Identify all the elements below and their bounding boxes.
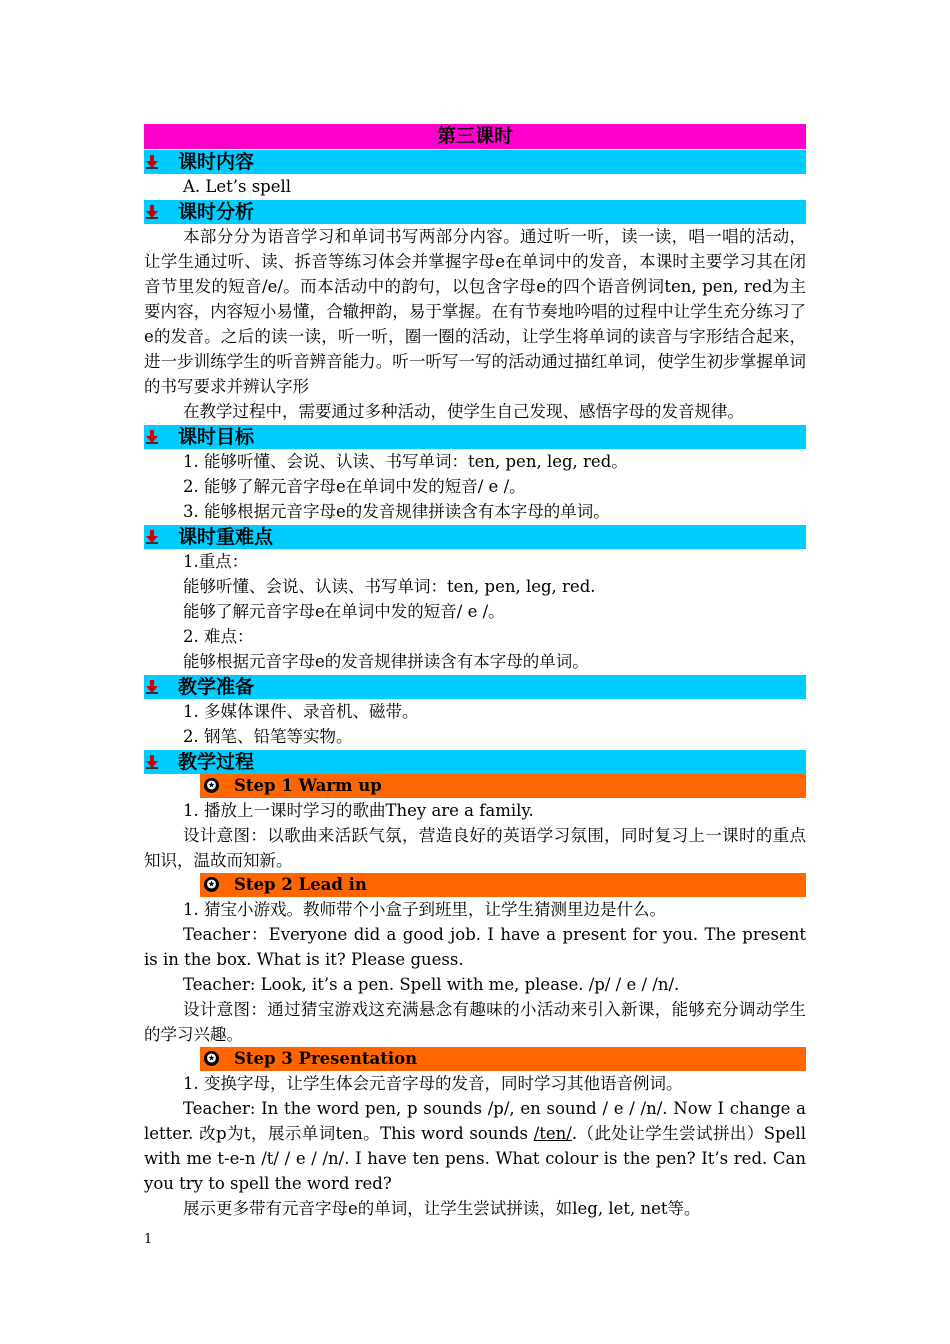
down-arrow-icon xyxy=(146,155,158,169)
list-item: 1. 多媒体课件、录音机、磁带。 xyxy=(183,702,419,721)
down-arrow-icon xyxy=(146,430,158,444)
section-title: 课时重难点 xyxy=(178,526,274,548)
paragraph: 设计意图：以歌曲来活跃气氛，营造良好的英语学习氛围，同时复习上一课时的重点知识，温故而知新。 xyxy=(144,826,806,870)
step-title: Step 3 Presentation xyxy=(234,1049,418,1068)
paragraph: 1. 猜宝小游戏。教师带个小盒子到班里，让学生猜测里边是什么。 xyxy=(183,900,666,919)
page-number: 1 xyxy=(144,1232,153,1247)
step-header-2 xyxy=(200,873,806,897)
section-title: 教学过程 xyxy=(178,751,255,773)
step-title: Step 1 Warm up xyxy=(234,776,382,795)
content-text: A. Let’s spell xyxy=(183,177,292,196)
down-arrow-icon xyxy=(146,755,158,769)
paragraph: 1. 变换字母，让学生体会元音字母的发音，同时学习其他语音例词。 xyxy=(183,1074,683,1093)
section-header-goals xyxy=(144,425,806,449)
list-item: 2. 难点： xyxy=(183,627,254,646)
star-icon: ✪ xyxy=(204,877,219,892)
document-body xyxy=(144,124,806,1221)
section-header-content xyxy=(144,150,806,174)
step-header-1 xyxy=(200,774,806,798)
paragraph: Teacher: Look, it’s a pen. Spell with me, please. /p/ / e / /n/. xyxy=(183,975,680,994)
star-icon: ✪ xyxy=(204,778,219,793)
list-item: 1. 能够听懂、会说、认读、书写单词：ten, pen, leg, red。 xyxy=(183,452,628,471)
paragraph: 1. 播放上一课时学习的歌曲They are a family. xyxy=(183,801,534,820)
step-header-3 xyxy=(200,1047,806,1071)
list-item: 能够听懂、会说、认读、书写单词：ten, pen, leg, red. xyxy=(183,577,596,596)
section-title: 课时内容 xyxy=(178,151,255,173)
star-icon: ✪ xyxy=(204,1051,219,1066)
text-run: .（此处让学生尝试拼出）Spell with me t-e-n /t/ / e / /n/. I have ten pens. What colour is the pen? It’s red. Can you try to spell the word red? xyxy=(144,1124,806,1193)
step-title: Step 2 Lead in xyxy=(234,875,367,894)
paragraph: 在教学过程中，需要通过多种活动，使学生自己发现、感悟字母的发音规律。 xyxy=(183,402,744,421)
section-header-key xyxy=(144,525,806,549)
section-title: 课时分析 xyxy=(178,201,255,223)
section-header-process xyxy=(144,750,806,774)
list-item: 能够根据元音字母e的发音规律拼读含有本字母的单词。 xyxy=(183,652,589,671)
text-run: Teacher: In the word pen, p sounds /p/, en sound / e / /n/. Now I change a letter. 改p为t，展示单词ten。This word sounds xyxy=(144,1099,806,1143)
paragraph: 设计意图：通过猜宝游戏这充满悬念有趣味的小活动来引入新课，能够充分调动学生的学习兴趣。 xyxy=(144,1000,806,1044)
list-item: 2. 钢笔、铅笔等实物。 xyxy=(183,727,353,746)
list-item: 能够了解元音字母e在单词中发的短音/ e /。 xyxy=(183,602,505,621)
paragraph xyxy=(144,1096,806,1196)
underlined-text: /ten/ xyxy=(533,1124,572,1143)
lesson-title: 第三课时 xyxy=(144,124,806,149)
paragraph: Teacher：Everyone did a good job. I have a present for you. The present is in the box. What is it? Please guess. xyxy=(144,925,806,969)
down-arrow-icon xyxy=(146,205,158,219)
section-header-analysis xyxy=(144,200,806,224)
paragraph: 本部分分为语音学习和单词书写两部分内容。通过听一听，读一读，唱一唱的活动，让学生通过听、读、拆音等练习体会并掌握字母e在单词中的发音，本课时主要学习其在闭音节里发的短音/e/。而本活动中的韵句，以包含字母e的四个语音例词ten, pen, red为主要内容，内容短小易懂，合辙押韵，易于掌握。在有节奏地吟唱的过程中让学生充分练习了e的发音。之后的读一读，听一听，圈一圈的活动，让学生将单词的读音与字形结合起来，进一步训练学生的听音辨音能力。听一听写一写的活动通过描红单词，使学生初步掌握单词的书写要求并辨认字形 xyxy=(144,227,806,396)
section-header-prep xyxy=(144,675,806,699)
paragraph: 展示更多带有元音字母e的单词，让学生尝试拼读，如leg, let, net等。 xyxy=(183,1199,701,1218)
list-item: 2. 能够了解元音字母e在单词中发的短音/ e /。 xyxy=(183,477,526,496)
down-arrow-icon xyxy=(146,530,158,544)
list-item: 3. 能够根据元音字母e的发音规律拼读含有本字母的单词。 xyxy=(183,502,610,521)
section-title: 教学准备 xyxy=(178,676,255,698)
down-arrow-icon xyxy=(146,680,158,694)
list-item: 1.重点： xyxy=(183,552,249,571)
section-title: 课时目标 xyxy=(178,426,255,448)
